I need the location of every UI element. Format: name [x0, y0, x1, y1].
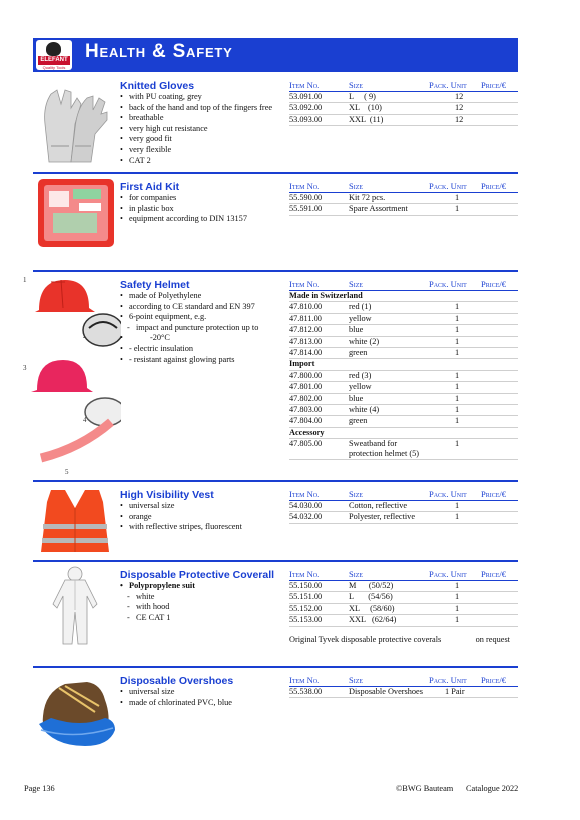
helmet-image [21, 272, 121, 476]
feature-item: • made of Polyethylene [120, 291, 290, 302]
feature-item: • back of the hand and top of the fingers free [120, 103, 319, 114]
gloves-table [289, 80, 518, 126]
feature-item: • very flexible [120, 145, 290, 156]
page-number: Page 136 [24, 784, 55, 793]
table-header: Item No. Size Pack. Unit Price/€ [289, 675, 518, 687]
feature-item: • with PU coating, grey [120, 92, 290, 103]
table-row: 55.591.00 Spare Assortment 1 [289, 204, 518, 215]
feature-item: • for companies [120, 193, 290, 204]
feature-subitem: - CE CAT 1 [120, 613, 290, 624]
firstaid-title: First Aid Kit [120, 181, 180, 193]
feature-item: • breathable [120, 113, 290, 124]
gloves-features [120, 92, 290, 166]
copyright: ©BWG Bauteam [396, 784, 454, 793]
table-row: 55.151.00 L (54/56) 1 [289, 592, 518, 603]
feature-item: • according to CE standard and EN 397 [120, 302, 290, 313]
table-row: 47.810.00 red (1) 1 [289, 302, 518, 313]
feature-subitem: - white [120, 592, 290, 603]
table-row: 55.590.00 Kit 72 pcs. 1 [289, 193, 518, 204]
firstaid-image [35, 177, 117, 249]
helmet-title: Safety Helmet [120, 279, 190, 291]
table-row: 47.804.00 green 1 [289, 416, 518, 427]
vest-title: High Visibility Vest [120, 489, 214, 501]
overshoes-table [289, 675, 518, 698]
table-group-heading: Import [289, 359, 518, 370]
feature-item: • in plastic box [120, 204, 290, 215]
table-group-heading: Accessory [289, 428, 518, 439]
logo-brand: ELEFANT [40, 57, 68, 63]
table-row: 47.803.00 white (4) 1 [289, 405, 518, 416]
table-row: 55.150.00 M (50/52) 1 [289, 581, 518, 592]
helmet-table [289, 279, 518, 460]
vest-image [31, 486, 119, 556]
firstaid-table [289, 181, 518, 216]
vest-table [289, 489, 518, 524]
logo-sub: Quality Tools [42, 65, 66, 70]
coverall-note-availability: on request [475, 635, 510, 644]
page-title: Health & Safety [85, 41, 233, 62]
feature-item: • universal size [120, 687, 290, 698]
table-header: Item No. Size Pack. Unit Price/€ [289, 489, 518, 501]
catalogue-year: Catalogue 2022 [466, 784, 519, 793]
table-header: Item No. Size Pack. Unit Price/€ [289, 181, 518, 193]
table-row: 53.092.00 XL (10) 12 [289, 103, 518, 114]
table-row: 47.801.00 yellow 1 [289, 382, 518, 393]
feature-item: • 6-point equipment, e.g. [120, 312, 290, 323]
vest-features [120, 501, 290, 533]
table-row: 47.813.00 white (2) 1 [289, 337, 518, 348]
overshoes-image [35, 672, 119, 750]
coverall-note [289, 635, 518, 644]
feature-item: • orange [120, 512, 290, 523]
feature-item: • - resistant against glowing parts [120, 355, 290, 366]
brand-logo [36, 40, 72, 70]
coverall-table [289, 569, 518, 627]
table-group-heading: Made in Switzerland [289, 291, 518, 302]
page-header [33, 38, 518, 72]
coverall-note-text: Original Tyvek disposable protective coverals [289, 635, 442, 644]
feature-item: • universal size [120, 501, 290, 512]
table-header: Item No. Size Pack. Unit Price/€ [289, 279, 518, 291]
coverall-image [35, 564, 115, 648]
feature-item: • Polypropylene suit [120, 581, 290, 592]
firstaid-features [120, 193, 290, 225]
feature-item: • very high cut resistance [120, 124, 290, 135]
feature-item: • CAT 2 [120, 156, 290, 167]
helmet-label-5: 5 [65, 468, 69, 476]
section-divider [33, 560, 518, 562]
helmet-label-1: 1 [23, 276, 27, 284]
gloves-image [35, 84, 115, 166]
table-row: 55.153.00 XXL (62/64) 1 [289, 615, 518, 626]
table-row: 47.812.00 blue 1 [289, 325, 518, 336]
table-row: 53.091.00 L ( 9) 12 [289, 92, 518, 103]
feature-subitem-cont: • -20°C [120, 333, 290, 344]
helmet-label-4: 4 [83, 416, 87, 424]
gloves-title: Knitted Gloves [120, 80, 195, 92]
table-row: 47.814.00 green 1 [289, 348, 518, 359]
table-row: 55.538.00 Disposable Overshoes 1 Pair [289, 687, 518, 698]
feature-subitem: - with hood [120, 602, 290, 613]
table-row: 47.811.00 yellow 1 [289, 314, 518, 325]
section-divider [33, 172, 518, 174]
coverall-title: Disposable Protective Coverall [120, 569, 275, 581]
feature-item: • very good fit [120, 134, 290, 145]
table-row: 54.030.00 Cotton, reflective 1 [289, 501, 518, 512]
helmet-features [120, 291, 290, 365]
coverall-features [120, 581, 290, 623]
table-header: Item No. Size Pack. Unit Price/€ [289, 80, 518, 92]
overshoes-title: Disposable Overshoes [120, 675, 234, 687]
table-row: 47.802.00 blue 1 [289, 394, 518, 405]
overshoes-features [120, 687, 290, 708]
table-row: 55.152.00 XL (58/60) 1 [289, 604, 518, 615]
feature-item: • equipment according to DIN 13157 [120, 214, 290, 225]
feature-subitem: - impact and puncture protection up to [120, 323, 290, 334]
feature-item: • made of chlorinated PVC, blue [120, 698, 290, 709]
table-row: 47.805.00 Sweatband for protection helmet (5) 1 [289, 439, 518, 460]
section-divider [33, 480, 518, 482]
table-row: 47.800.00 red (3) 1 [289, 371, 518, 382]
table-header: Item No. Size Pack. Unit Price/€ [289, 569, 518, 581]
feature-item: • with reflective stripes, fluorescent [120, 522, 290, 533]
table-row: 54.032.00 Polyester, reflective 1 [289, 512, 518, 523]
section-divider [33, 666, 518, 668]
feature-item: • - electric insulation [120, 344, 290, 355]
helmet-label-3: 3 [23, 364, 27, 372]
table-row: 53.093.00 XXL (11) 12 [289, 115, 518, 126]
